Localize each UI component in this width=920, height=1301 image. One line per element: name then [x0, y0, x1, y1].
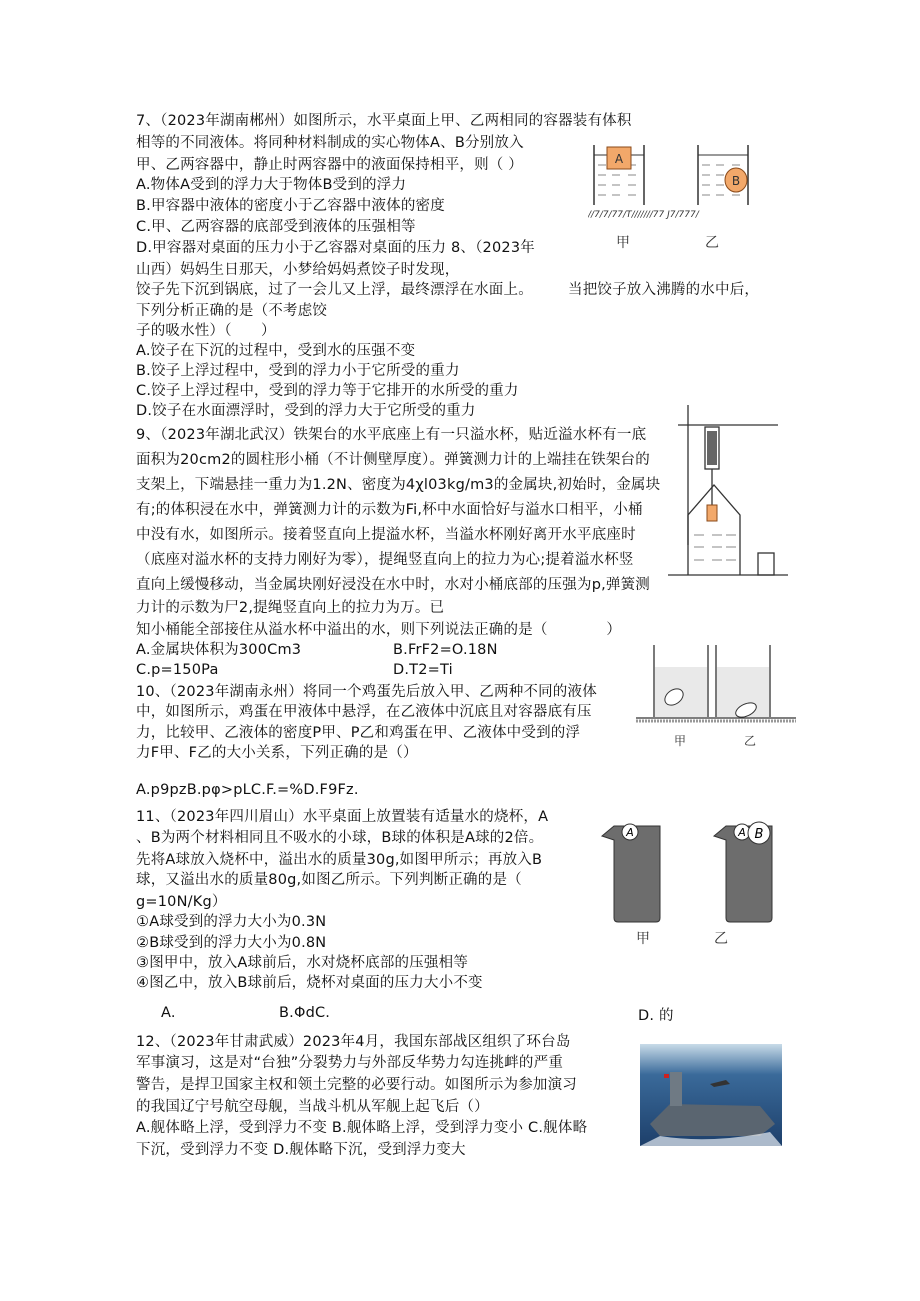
q9-text-line: 9、（2023年湖北武汉）铁架台的水平底座上有一只溢水杯，贴近溢水杯有一底 — [136, 427, 647, 443]
option-b: B.FrF2=O.18N — [393, 642, 498, 658]
q11-text-line: 、B为两个材料相同且不吸水的小球，B球的体积是A球的2倍。 — [136, 830, 544, 846]
q11-text-line: 11、（2023年四川眉山）水平桌面上放置装有适量水的烧杯，A — [136, 809, 549, 825]
q11-text-line: ②B球受到的浮力大小为0.8N — [136, 935, 327, 951]
q12-text-line: 警告，是捍卫国家主权和领土完整的必要行动。如图所示为参加演习 — [136, 1077, 577, 1093]
q7-text-line: C.甲、乙两容器的底部受到液体的压强相等 — [136, 219, 416, 235]
q12-text-line: 12、（2023年甘肃武威）2023年4月，我国东部战区组织了环台岛 — [136, 1034, 571, 1050]
option-b-c: B.ΦdC. — [279, 1005, 331, 1021]
option-a: A.金属块体积为300Cm3 — [136, 642, 302, 658]
caption-jia: 甲 — [616, 235, 630, 251]
caption-jia: 甲 — [636, 931, 650, 947]
q7-containers-figure — [588, 145, 788, 225]
q9-text-line: 有;的体积浸在水中，弹簧测力计的示数为Fi,杯中水面恰好与溢水口相平，小桶 — [136, 502, 643, 518]
q11-text-line: ④图乙中，放入B球前后，烧杯对桌面的压力大小不变 — [136, 975, 483, 991]
q11-text-line: 先将A球放入烧杯中，溢出水的质量30g,如图甲所示；再放入B — [136, 852, 543, 868]
q9-text-line: 支架上，下端悬挂一重力为1.2N、密度为4χl03kg∕m3的金属块,初始时，金属块 — [136, 477, 661, 493]
q7-text-line: 甲、乙两容器中，静止时两容器中的液面保持相平，则（ ） — [136, 157, 524, 173]
q9-text-line: 中没有水，如图所示。接着竖直向上提溢水杯，当溢水杯刚好离开水平底座时 — [136, 527, 636, 543]
option-d: D.T2=Ti — [393, 662, 453, 678]
q11-text-line: g=10N∕Kg） — [136, 894, 227, 910]
caption-jia: 甲 — [674, 734, 687, 748]
q8-text-line: 饺子先下沉到锅底，过了一会儿又上浮，最终漂浮在水面上。 — [136, 282, 533, 298]
q8-text-line: B.饺子上浮过程中，受到的浮力小于它所受的重力 — [136, 363, 460, 379]
q12-text-line: 的我国辽宁号航空母舰，当战斗机从军舰上起飞后（） — [136, 1099, 489, 1115]
q10-text-line: 力F甲、F乙的大小关系，下列正确的是（） — [136, 745, 418, 761]
q9-text-line: 面积为20cm2的圆柱形小桶（不计侧壁厚度）。弹簧测力计的上端挂在铁架台的 — [136, 452, 650, 468]
caption-yi: 乙 — [705, 235, 719, 251]
q12-text-line: 下沉，受到浮力不变 D.舰体略下沉，受到浮力变大 — [136, 1142, 466, 1158]
q11-text-line: 球，又溢出水的质量80g,如图乙所示。下列判断正确的是（ — [136, 872, 522, 888]
q9-text-line: 力计的示数为尸2,提绳竖直向上的拉力为万。已 — [136, 600, 445, 616]
q8-text-line: D.饺子在水面漂浮时，受到的浮力大于它所受的重力 — [136, 403, 476, 419]
q9-apparatus-figure — [668, 405, 788, 580]
q10-text-line: 中，如图所示，鸡蛋在甲液体中悬浮，在乙液体中沉底且对容器底有压 — [136, 704, 592, 720]
ball-b-label: B — [754, 827, 764, 842]
label-a: A — [614, 152, 624, 166]
caption-yi: 乙 — [744, 734, 757, 748]
q11-text-line: ③图甲中，放入A球前后，水对烧杯底部的压强相等 — [136, 955, 469, 971]
q7-text-line: 相等的不同液体。将同种材料制成的实心物体A、B分别放入 — [136, 135, 524, 151]
ball-a-label: A — [738, 826, 746, 839]
q10-text-line: 10、（2023年湖南永州）将同一个鸡蛋先后放入甲、乙两种不同的液体 — [136, 684, 597, 700]
q10-text-line: 力，比较甲、乙液体的密度P甲、P乙和鸡蛋在甲、乙液体中受到的浮 — [136, 725, 581, 741]
label-b: B — [731, 174, 741, 188]
aircraft-carrier-photo — [640, 1044, 782, 1146]
q8-text-line: 下列分析正确的是（不考虑饺 — [136, 303, 328, 319]
q8-text-line: C.饺子上浮过程中，受到的浮力等于它排开的水所受的重力 — [136, 383, 519, 399]
q8-text-line: 当把饺子放入沸腾的水中后， — [568, 282, 760, 298]
option-a: A. — [161, 1005, 176, 1021]
q11-beakers-figure — [592, 818, 792, 923]
q9-text-line: 直向上缓慢移动，当金属块刚好浸没在水中时，水对小桶底部的压强为p,弹簧测 — [136, 577, 651, 593]
q7-text-line: A.物体A受到的浮力大于物体B受到的浮力 — [136, 177, 407, 193]
q7-text-line: 7、（2023年湖南郴州）如图所示，水平桌面上甲、乙两相同的容器装有体积 — [136, 113, 632, 129]
caption-yi: 乙 — [714, 931, 728, 947]
q8-text-line: 子的吸水性）（ ） — [136, 323, 276, 339]
option-d: D. 的 — [638, 1008, 674, 1024]
q9-text-line: （底座对溢水杯的支持力刚好为零），提绳竖直向上的拉力为心;提着溢水杯竖 — [136, 552, 634, 568]
q7-text-line: D.甲容器对桌面的压力小于乙容器对桌面的压力 8、（2023年 — [136, 240, 535, 256]
q8-text-line: A.饺子在下沉的过程中，受到水的压强不变 — [136, 343, 416, 359]
option-c: C.p=150Pa — [136, 662, 219, 678]
q12-text-line: A.舰体略上浮，受到浮力不变 B.舰体略上浮，受到浮力变小 C.舰体略 — [136, 1120, 588, 1136]
q10-options-line: A.p9pzB.pφ>pLC.F.=%D.F9Fz. — [136, 782, 359, 798]
ball-a-label: A — [626, 826, 634, 839]
q11-text-line: ①A球受到的浮力大小为0.3N — [136, 914, 327, 930]
q8-text-line: 山西）妈妈生日那天，小梦给妈妈煮饺子时发现， — [136, 262, 460, 278]
q7-text-line: B.甲容器中液体的密度小于乙容器中液体的密度 — [136, 198, 445, 214]
ground-hatch: //7/7/77/T///////77 J7/777/ — [588, 210, 699, 220]
q12-text-line: 军事演习，这是对“台独”分裂势力与外部反华势力勾连挑衅的严重 — [136, 1055, 564, 1071]
q10-eggs-figure — [636, 645, 796, 730]
q9-text-line: 知小桶能全部接住从溢水杯中溢出的水，则下列说法正确的是（ ） — [136, 622, 622, 638]
